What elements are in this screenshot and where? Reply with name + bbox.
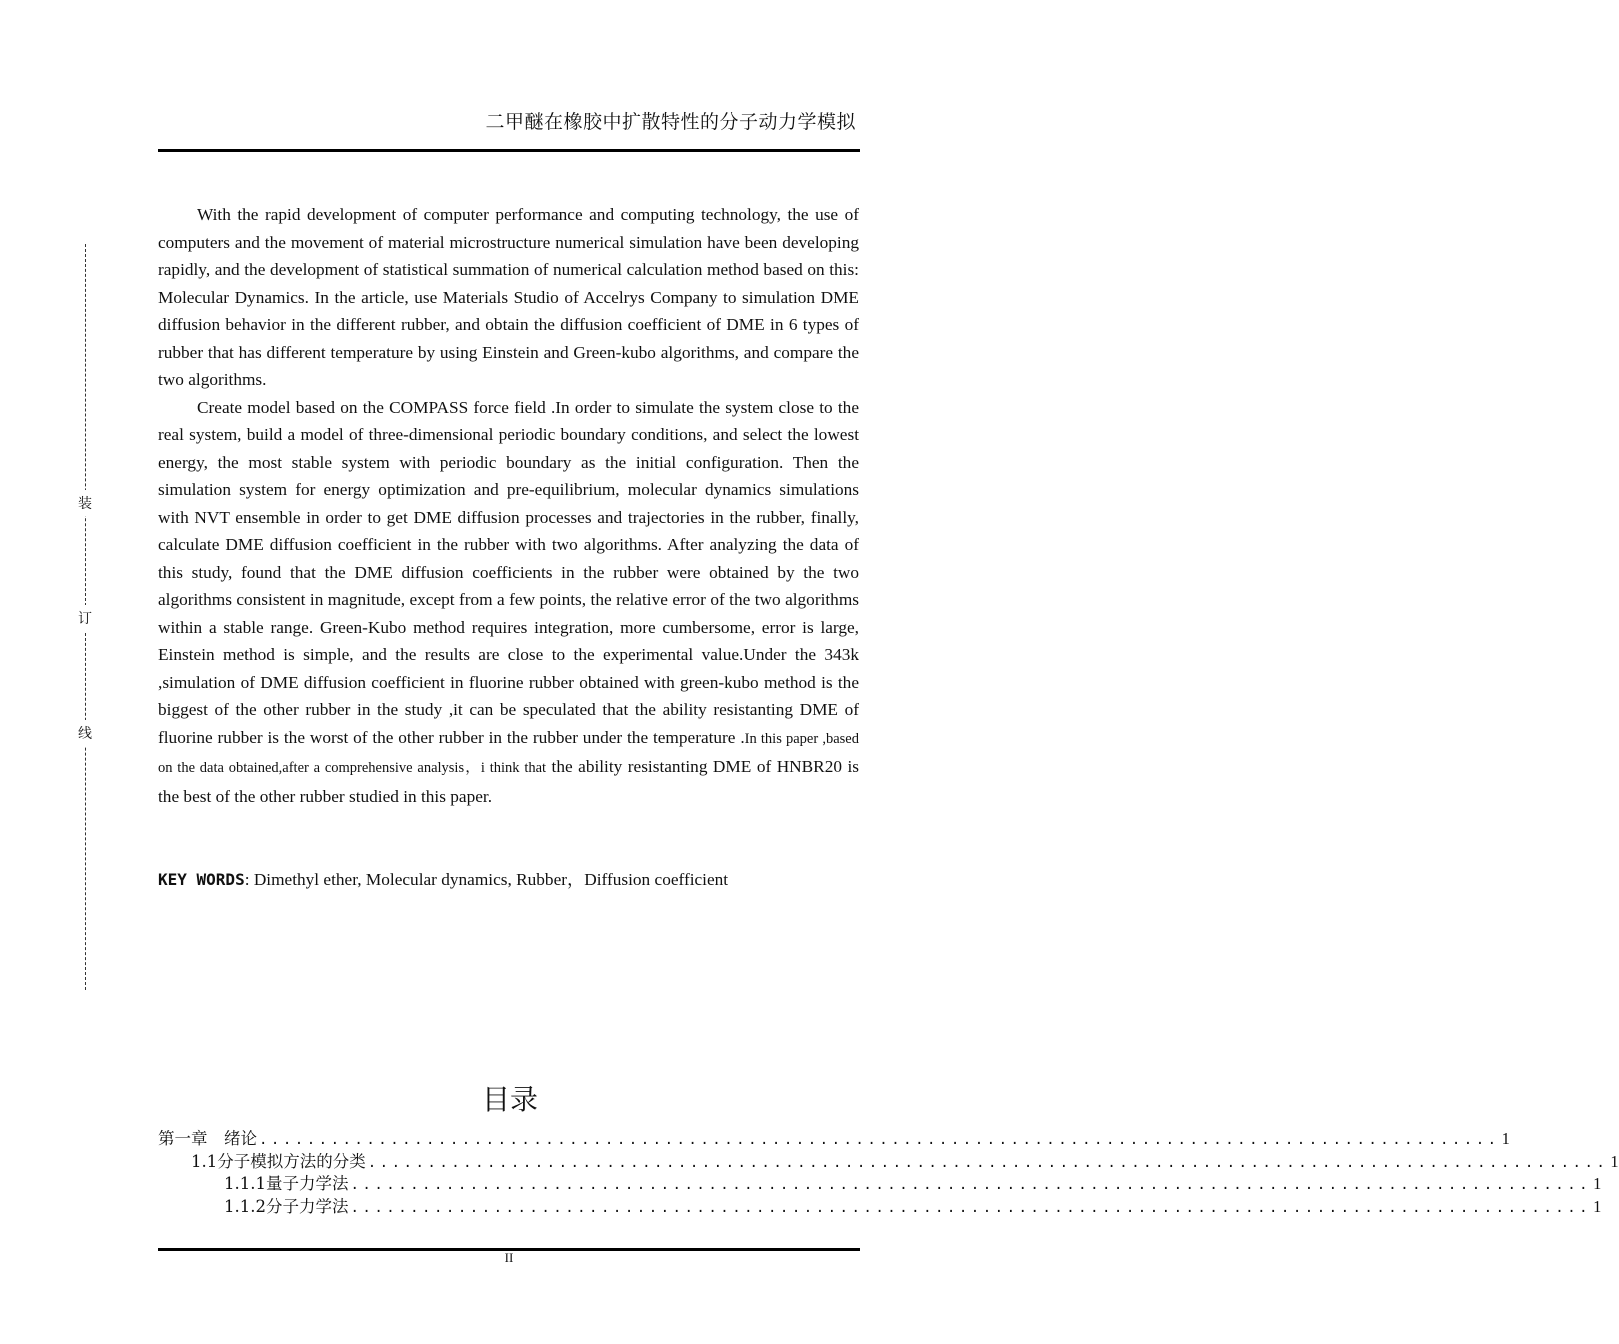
toc-entry-page: 1 xyxy=(1593,1174,1602,1193)
header-rule xyxy=(158,149,860,152)
abstract-paragraph-2-main: Create model based on the COMPASS force field .In order to simulate the system close to the real system, build a model of three-dimensional periodic boundary conditions, and select the lowest energy, the most stable system with periodic boundary as the initial configuration. Then the simulation system for energy optimization and pre-equilibrium, molecular dynamics simulations with NVT ensemble in order to get DME diffusion processes and trajectories in the rubber, finally, calculate DME diffusion coefficient in the rubber with two algorithms. After analyzing the data of this study, found that the DME diffusion coefficients in the rubber were obtained by the two algorithms consistent in magnitude, except from a few points, the relative error of the two algorithms within a stable range. Green-Kubo method requires integration, more cumbersome, error is large, Einstein method is simple, and the results are close to the experimental value.Under the 343k ,simulation of DME diffusion coefficient in fluorine rubber obtained with green-kubo method is the biggest of the other rubber in the study ,it can be speculated that the ability resistanting DME of fluorine rubber is the worst of the other rubber in the rubber under the temperature . xyxy=(158,397,859,747)
running-header-title: 二甲醚在橡胶中扩散特性的分子动力学模拟 xyxy=(485,111,856,133)
toc-entry-label: 第一章 绪论 xyxy=(158,1129,257,1148)
toc-entry-1-1-1[interactable] xyxy=(158,1173,1602,1196)
binding-char-zhuang: 装 xyxy=(76,490,94,516)
toc-entry-page: 1 xyxy=(1501,1129,1510,1148)
binding-char-ding: 订 xyxy=(76,605,94,631)
abstract-paragraph-2-end: the ability resistanting DME of HNBR20 is the best of the other rubber studied in this paper. xyxy=(158,757,859,806)
abstract-paragraph-2-small: In this paper ,based on the data obtained,after a comprehensive analysis，i think that xyxy=(158,730,859,776)
toc-entry-label: 1.1.2分子力学法 xyxy=(224,1196,349,1216)
toc-dot-leader: ........................................................................................................ xyxy=(367,1154,1609,1171)
binding-char-xian: 线 xyxy=(76,720,94,746)
toc-entry-chapter-1[interactable] xyxy=(158,1128,1510,1151)
toc-title: 目录 xyxy=(481,1083,538,1116)
abstract-paragraph-1: With the rapid development of computer performance and computing technology, the use of computers and the movement of material microstructure numerical simulation have been developing rapidly, and the development of statistical summation of numerical calculation method based on this: Molecular Dynamics. In the article, use Materials Studio of Accelrys Company to simulation DME diffusion behavior in the different rubber, and obtain the diffusion coefficient of DME in 6 types of rubber that has different temperature by using Einstein and Green-kubo algorithms, and compare the two algorithms. xyxy=(158,205,859,389)
toc-entry-1-1-2[interactable] xyxy=(158,1196,1602,1219)
page-number: II xyxy=(504,1250,514,1265)
keywords-label: KEY WORDS xyxy=(158,870,245,889)
toc-entry-label: 1.1.1量子力学法 xyxy=(224,1174,349,1193)
toc-dot-leader: ........................................................................................................ xyxy=(259,1132,1500,1148)
keywords-text: Dimethyl ether, Molecular dynamics, Rubber，Diffusion coefficient xyxy=(253,870,729,889)
keywords-line xyxy=(158,865,728,890)
table-of-contents xyxy=(158,1128,1619,1218)
abstract-body xyxy=(158,201,859,810)
toc-dot-leader: ........................................................................................................ xyxy=(350,1177,1592,1193)
keywords-separator: : xyxy=(244,870,254,889)
toc-entry-page: 1 xyxy=(1610,1151,1619,1171)
abstract-paragraph-2 xyxy=(158,394,859,811)
toc-entry-label: 1.1分子模拟方法的分类 xyxy=(191,1151,366,1171)
toc-dot-leader: ........................................................................................................ xyxy=(350,1199,1592,1216)
toc-entry-1-1[interactable] xyxy=(158,1151,1619,1174)
toc-entry-page: 1 xyxy=(1593,1196,1602,1216)
